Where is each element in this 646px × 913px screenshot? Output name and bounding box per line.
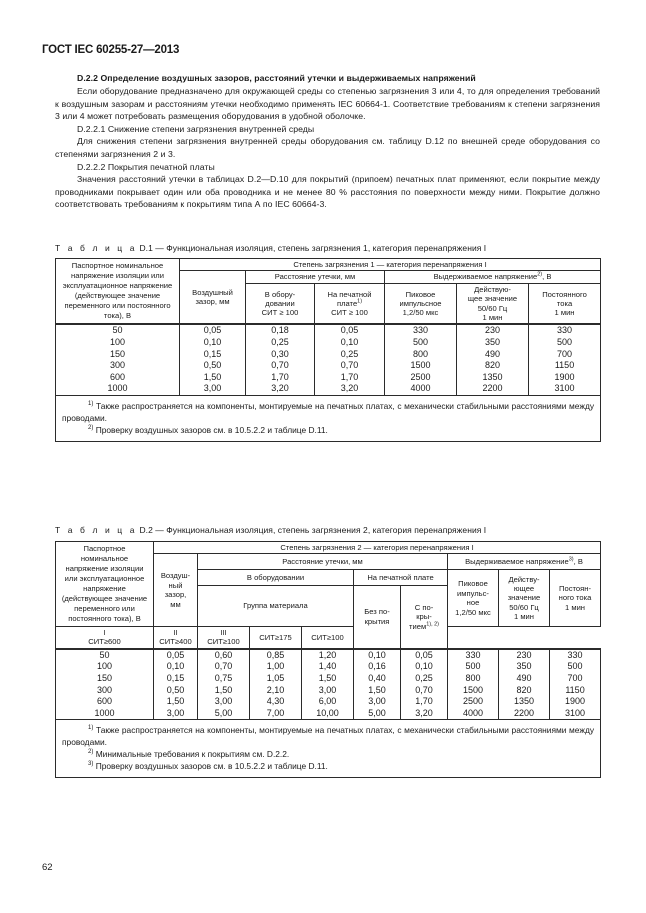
creepage-pcb-sup: 1) xyxy=(357,298,363,305)
table-d2-caption-label: Т а б л и ц а xyxy=(55,525,138,535)
table-d2-note-1 xyxy=(62,724,594,748)
table-cell-value: 6,00 xyxy=(318,696,337,707)
table-d1-notes-row xyxy=(56,396,601,442)
section-heading-d221: D.2.2.1 Снижение степени загрязнения внутренней среды xyxy=(77,123,315,134)
table-d1-header-clearance: Воздушный зазор, мм xyxy=(180,271,246,325)
table-cell-value: 2200 xyxy=(482,383,503,394)
withstand-rms-line4: 1 мин xyxy=(482,313,503,323)
table-cell-value: 1,00 xyxy=(266,661,285,672)
table-cell-value: 1,70 xyxy=(415,696,433,707)
table-cell-value: 0,50 xyxy=(166,684,185,695)
table-d2-header-withstand-dc xyxy=(550,570,601,627)
d2-mat-iii-cti: СИТ≥100 xyxy=(207,637,240,647)
table-cell-value: 0,40 xyxy=(368,673,386,683)
table-cell-value: 800 xyxy=(412,348,429,359)
table-d2-note-2 xyxy=(62,748,594,760)
d2-coated-line2: кры- xyxy=(416,612,432,622)
creepage-equipment-line2: довании xyxy=(265,298,295,308)
table-cell-value: 700 xyxy=(557,348,573,359)
withstand-peak-line1: Пиковое xyxy=(405,289,436,299)
table-d2-header-pcb-uncoated xyxy=(354,585,401,648)
table-cell-value: 600 xyxy=(109,371,126,382)
table-cell-value: 3,00 xyxy=(318,684,337,695)
d2-rms-line4: 50/60 Гц xyxy=(509,602,539,612)
table-cell-value: 1,50 xyxy=(166,696,185,707)
table-cell-value: 3100 xyxy=(554,383,575,394)
table-cell-value: 7,00 xyxy=(266,707,285,718)
table-d2-header-row-5 xyxy=(56,627,601,649)
paragraph-3: Значения расстояний утечки в таблицах D.2—D.10 для покрытий (припоем) печатных плат применяют, если покрытие между проводниками покрывает один или оба проводника и не менее 80 % расстояния по поверхности между ними. Покрытие должно соответствовать требованиям к покрытиям типа А по IEC 60664-3. xyxy=(55,174,600,210)
table-cell-value: 5,00 xyxy=(368,707,386,718)
d2-clearance-line2: ный xyxy=(168,580,183,590)
table-d1-header-withstand-group xyxy=(385,271,601,283)
table-d2 xyxy=(55,541,601,778)
d2-rms-line2: ющее xyxy=(513,583,535,593)
table-cell-value: 1000 xyxy=(107,383,128,394)
table-d1-caption-number: D.1 xyxy=(139,243,153,253)
withstand-rms-line2: щее значение xyxy=(467,294,518,304)
table-cell-value: 330 xyxy=(567,649,583,660)
table-d1-header-row-1 xyxy=(56,259,601,271)
table-d2-header-pcb-uncoated-cti: СИТ≥175 xyxy=(250,627,302,649)
section-heading-d22: D.2.2 Определение воздушных зазоров, расстояний утечки и выдерживаемых напряжений xyxy=(77,73,476,83)
table-cell-value: 150 xyxy=(109,348,126,359)
table-d2-header-material-iii xyxy=(198,627,250,649)
table-d1-header-voltage: Паспортное номинальное напряжение изоляции или эксплуатационное напряжение (действующее значение переменного или постоянного тока), В xyxy=(56,259,180,325)
d2-uncoated-line1: Без по- xyxy=(364,607,390,617)
table-cell-value: 1150 xyxy=(554,360,575,371)
table-cell-value: 0,30 xyxy=(271,348,289,359)
table-cell-value: 1500 xyxy=(462,684,484,695)
table-d2-col-material-ii xyxy=(250,649,302,720)
table-d1-note-2-text: Проверку воздушных зазоров см. в 10.5.2.2 и таблице D.11. xyxy=(95,425,328,435)
table-d2-header-withstand-peak xyxy=(448,570,499,627)
table-cell-value: 800 xyxy=(465,673,481,683)
table-d2-header-on-pcb: На печатной плате xyxy=(354,570,448,586)
table-d1-caption-text: — Функциональная изоляция, степень загрязнения 1, категория перенапряжения I xyxy=(155,243,487,253)
table-d1-note-2 xyxy=(62,424,594,436)
table-d2-caption-text: — Функциональная изоляция, степень загрязнения 2, категория перенапряжения I xyxy=(155,525,487,535)
table-d2-header-creepage-group: Расстояние утечки, мм xyxy=(198,554,448,570)
table-cell-value: 4000 xyxy=(462,707,484,718)
creepage-pcb-line2-text: плате xyxy=(336,298,358,308)
table-d1-header-creepage-pcb xyxy=(315,283,385,324)
table-d1-col-withstand-rms xyxy=(457,324,529,395)
table-cell-value: 820 xyxy=(516,684,532,695)
table-d2-header-voltage: Паспортное номинальное напряжение изоляции или эксплуатационное напряжение (действующее значение переменного или постоянного тока), В xyxy=(56,542,154,627)
table-cell-value: 500 xyxy=(557,337,573,348)
d2-mat-ii-cti: СИТ≥400 xyxy=(159,637,192,647)
withstand-dc-line3: 1 мин xyxy=(554,308,575,318)
paragraph-1: Если оборудование предназначено для окружающей среды со степенью загрязнения 3 или 4, то для определения требований к воздушным зазорам и расстояниям утечки необходимо применять IEC 60664-1. Соответствие требованиям к степени загрязнения 3 или 4 может потребовать размещения оборудования в удобной оболочке. xyxy=(55,86,600,122)
table-d1-col-creepage-equipment xyxy=(246,324,315,395)
table-d2-note-2-sup: 2) xyxy=(88,749,94,756)
table-cell-value: 0,18 xyxy=(271,325,289,336)
table-d1-col-creepage-pcb xyxy=(315,324,385,395)
table-d1-col-withstand-peak xyxy=(385,324,457,395)
table-cell-value: 230 xyxy=(484,325,501,336)
table-cell-value: 0,10 xyxy=(340,337,359,348)
table-d1-data-row xyxy=(56,324,601,395)
table-d1-note-2-sup: 2) xyxy=(88,425,94,432)
table-cell-value: 3,20 xyxy=(271,383,289,394)
table-d2-col-clearance xyxy=(154,649,198,720)
d2-peak-line1: Пиковое xyxy=(458,579,488,589)
table-cell-value: 600 xyxy=(96,696,113,707)
d2-withstand-sup: 3) xyxy=(568,556,574,563)
table-cell-value: 330 xyxy=(557,325,573,336)
creepage-equipment-line3: СИТ ≥ 100 xyxy=(261,308,299,318)
table-cell-value: 0,70 xyxy=(415,684,433,695)
table-cell-value: 0,85 xyxy=(266,649,285,660)
table-cell-value: 500 xyxy=(567,661,583,672)
table-d1-header-withstand-rms xyxy=(457,283,529,324)
table-cell-value: 50 xyxy=(112,325,123,336)
table-d2-col-pcb-uncoated xyxy=(354,649,401,720)
table-cell-value: 1,70 xyxy=(271,371,289,382)
table-cell-value: 0,70 xyxy=(340,360,359,371)
table-d2-note-2-text: Минимальные требования к покрытиям см. D.2.2. xyxy=(95,749,290,760)
withstand-dc-line2: тока xyxy=(556,298,573,308)
withstand-dc-line1: Постоянного xyxy=(542,289,587,299)
table-d2-col-material-iii xyxy=(302,649,354,720)
body-text-block xyxy=(55,72,600,211)
table-cell-value: 4000 xyxy=(410,383,431,394)
table-cell-value: 330 xyxy=(412,325,429,336)
table-d1-col-withstand-dc xyxy=(529,324,601,395)
creepage-pcb-line2 xyxy=(317,299,382,308)
table-cell-value: 3,00 xyxy=(166,707,185,718)
running-head: ГОСТ IEC 60255-27—2013 xyxy=(42,44,180,56)
creepage-pcb-line1: На печатной xyxy=(327,289,372,299)
table-cell-value: 0,15 xyxy=(166,673,185,683)
table-d2-note-1-sup: 1) xyxy=(88,725,94,732)
table-cell-value: 0,50 xyxy=(203,360,222,371)
d2-clearance-line3: зазор, xyxy=(164,590,187,600)
table-d2-caption-number: D.2 xyxy=(139,525,153,535)
table-d2-col-withstand-dc xyxy=(550,649,601,720)
table-cell-value: 820 xyxy=(484,360,501,371)
table-cell-value: 50 xyxy=(99,649,110,660)
table-d2-header-clearance xyxy=(154,554,198,627)
d2-peak-line4: 1,2/50 мкс xyxy=(455,607,491,617)
table-cell-value: 490 xyxy=(516,673,532,683)
table-d1-header-creepage-equipment xyxy=(246,283,315,324)
table-cell-value: 1,70 xyxy=(340,371,359,382)
table-cell-value: 1900 xyxy=(565,696,586,707)
table-cell-value: 490 xyxy=(484,348,501,359)
withstand-peak-line3: 1,2/50 мкс xyxy=(402,308,439,318)
d2-coated-sup: 1), 2) xyxy=(426,621,439,628)
table-cell-value: 300 xyxy=(96,684,113,695)
d2-coated-line3 xyxy=(403,622,445,631)
withstand-rms-line3: 50/60 Гц xyxy=(477,303,508,313)
d2-withstand-label: Выдерживаемое напряжение xyxy=(465,557,569,567)
table-d1-col-clearance xyxy=(180,324,246,395)
table-cell-value: 1350 xyxy=(513,696,535,707)
table-d1-withstand-unit: , В xyxy=(542,272,552,282)
table-cell-value: 1,50 xyxy=(214,684,233,695)
table-cell-value: 0,60 xyxy=(214,649,233,660)
table-cell-value: 1,50 xyxy=(318,673,337,683)
table-cell-value: 1,40 xyxy=(318,661,337,672)
table-d1-withstand-sup: 2) xyxy=(537,271,543,278)
table-cell-value: 0,75 xyxy=(214,673,233,683)
table-cell-value: 0,10 xyxy=(415,661,433,672)
table-cell-value: 10,00 xyxy=(316,707,339,718)
d2-rms-line1: Действу- xyxy=(508,574,540,584)
table-d2-col-withstand-rms xyxy=(499,649,550,720)
table-cell-value: 1,05 xyxy=(266,673,285,683)
table-d2-header-withstand-group xyxy=(448,554,601,570)
table-cell-value: 0,10 xyxy=(203,337,222,348)
table-cell-value: 3,00 xyxy=(203,383,222,394)
table-d2-data-row xyxy=(56,649,601,720)
table-cell-value: 1000 xyxy=(94,707,115,718)
table-cell-value: 0,05 xyxy=(203,325,222,336)
table-d2-notes xyxy=(56,720,601,778)
table-cell-value: 2,10 xyxy=(266,684,285,695)
table-d2-header-group-top: Степень загрязнения 2 — категория перенапряжения I xyxy=(154,542,601,554)
d2-coated-line1: С по- xyxy=(414,602,434,612)
table-d1-note-1 xyxy=(62,400,594,424)
table-cell-value: 2500 xyxy=(462,696,484,707)
d2-peak-line2: импульс- xyxy=(457,588,489,598)
table-d2-col-voltage xyxy=(56,649,154,720)
table-cell-value: 0,25 xyxy=(271,337,289,348)
table-d2-header-material-i xyxy=(56,627,154,649)
table-d1-col-voltage xyxy=(56,324,180,395)
d2-dc-line1: Постоян- xyxy=(559,583,591,593)
withstand-rms-line1: Действую- xyxy=(474,284,511,294)
table-cell-value: 0,25 xyxy=(340,348,359,359)
table-d2-note-3-text: Проверку воздушных зазоров см. в 10.5.2.2 и таблице D.11. xyxy=(95,761,328,772)
table-d2-header-row-1 xyxy=(56,542,601,554)
d2-mat-ii-roman: II xyxy=(173,628,178,637)
table-d2-col-pcb-coated xyxy=(401,649,448,720)
d2-peak-line3: ное xyxy=(466,598,480,608)
table-cell-value: 5,00 xyxy=(214,707,233,718)
table-d2-note-1-text: Также распространяется на компоненты, монтируемые на печатных платах, с механически стабильными расстояниями между проводами. xyxy=(62,725,595,748)
table-cell-value: 1500 xyxy=(410,360,431,371)
table-d2-header-pcb-coated-cti: СИТ≥100 xyxy=(302,627,354,649)
creepage-pcb-line3: СИТ ≥ 100 xyxy=(331,308,368,318)
table-d2-header-material-ii xyxy=(154,627,198,649)
creepage-equipment-line1: В обору- xyxy=(264,289,296,299)
table-d2-notes-row xyxy=(56,720,601,778)
d2-mat-iii-roman: III xyxy=(220,628,227,637)
table-d2-header-pcb-coated xyxy=(401,585,448,648)
table-cell-value: 2500 xyxy=(410,371,431,382)
table-d2-header-material-group: Группа материала xyxy=(198,585,354,626)
section-heading-d222: D.2.2.2 Покрытия печатной платы xyxy=(77,161,215,172)
table-d2-note-3 xyxy=(62,760,594,772)
table-cell-value: 2200 xyxy=(513,707,535,718)
table-cell-value: 0,10 xyxy=(166,661,185,672)
table-cell-value: 3,00 xyxy=(368,696,386,707)
table-cell-value: 3,20 xyxy=(415,707,433,718)
d2-mat-i-roman: I xyxy=(103,628,106,637)
table-cell-value: 0,16 xyxy=(368,661,386,672)
table-cell-value: 0,10 xyxy=(368,649,386,660)
table-cell-value: 0,05 xyxy=(415,649,433,660)
d2-coated-line3-text: тием xyxy=(409,621,427,631)
d2-mat-i-cti: СИТ≥600 xyxy=(88,637,121,647)
table-cell-value: 150 xyxy=(96,673,113,683)
table-d2-note-3-sup: 3) xyxy=(88,761,94,768)
table-cell-value: 0,70 xyxy=(271,360,289,371)
table-cell-value: 1,50 xyxy=(368,684,386,695)
table-cell-value: 500 xyxy=(412,337,429,348)
table-cell-value: 3,00 xyxy=(214,696,233,707)
table-cell-value: 1350 xyxy=(482,371,503,382)
table-d2-col-material-i xyxy=(198,649,250,720)
table-d1 xyxy=(55,258,601,442)
d2-clearance-line4: мм xyxy=(170,599,181,609)
table-d1-caption xyxy=(55,243,486,253)
table-cell-value: 3,20 xyxy=(340,383,359,394)
table-cell-value: 350 xyxy=(516,661,532,672)
table-d2-caption xyxy=(55,525,486,535)
table-d2-col-withstand-peak xyxy=(448,649,499,720)
d2-rms-line3: значение xyxy=(507,593,541,603)
table-cell-value: 1900 xyxy=(554,371,575,382)
table-cell-value: 1,50 xyxy=(203,371,222,382)
table-cell-value: 100 xyxy=(96,661,113,672)
withstand-peak-line2: импульсное xyxy=(399,298,442,308)
table-cell-value: 1150 xyxy=(565,684,585,695)
table-d1-note-1-sup: 1) xyxy=(88,401,94,408)
d2-withstand-unit: , В xyxy=(573,557,583,567)
table-cell-value: 0,25 xyxy=(415,673,433,683)
table-cell-value: 300 xyxy=(109,360,126,371)
page-number: 62 xyxy=(42,862,53,873)
table-d1-header-group-top: Степень загрязнения 1 — категория перенапряжения I xyxy=(180,259,601,271)
d2-clearance-line1: Воздуш- xyxy=(160,571,191,581)
table-cell-value: 4,30 xyxy=(266,696,285,707)
table-cell-value: 330 xyxy=(465,649,481,660)
table-d2-header-withstand-rms xyxy=(499,570,550,627)
table-cell-value: 1,20 xyxy=(318,649,337,660)
d2-uncoated-line2: крытия xyxy=(364,616,390,626)
table-d1-header-withstand-dc xyxy=(529,283,601,324)
table-cell-value: 700 xyxy=(567,673,583,683)
table-cell-value: 0,70 xyxy=(214,661,233,672)
table-d1-header-creepage-group: Расстояние утечки, мм xyxy=(246,271,385,283)
table-cell-value: 0,05 xyxy=(166,649,185,660)
paragraph-2: Для снижения степени загрязнения внутренней среды оборудования см. таблицу D.12 по внешней среде оборудования со степенями загрязнения 2 и 3. xyxy=(55,136,600,160)
table-cell-value: 230 xyxy=(516,649,532,660)
table-d1-withstand-label: Выдерживаемое напряжение xyxy=(433,272,538,282)
table-d1-caption-label: Т а б л и ц а xyxy=(55,243,138,253)
table-cell-value: 3100 xyxy=(565,707,586,718)
table-d1-header-withstand-peak xyxy=(385,283,457,324)
table-cell-value: 350 xyxy=(484,337,501,348)
table-d1-note-1-text: Также распространяется на компоненты, монтируемые на печатных платах, с механически стабильными расстояниями между проводами. xyxy=(62,401,595,423)
table-d1-notes xyxy=(56,396,601,442)
table-cell-value: 0,05 xyxy=(340,325,359,336)
table-cell-value: 500 xyxy=(465,661,481,672)
table-cell-value: 0,15 xyxy=(203,348,222,359)
table-d2-header-in-equipment: В оборудовании xyxy=(198,570,354,586)
d2-dc-line3: 1 мин xyxy=(565,602,586,612)
d2-dc-line2: ного тока xyxy=(558,593,592,603)
d2-rms-line5: 1 мин xyxy=(514,612,534,622)
table-cell-value: 100 xyxy=(109,337,126,348)
